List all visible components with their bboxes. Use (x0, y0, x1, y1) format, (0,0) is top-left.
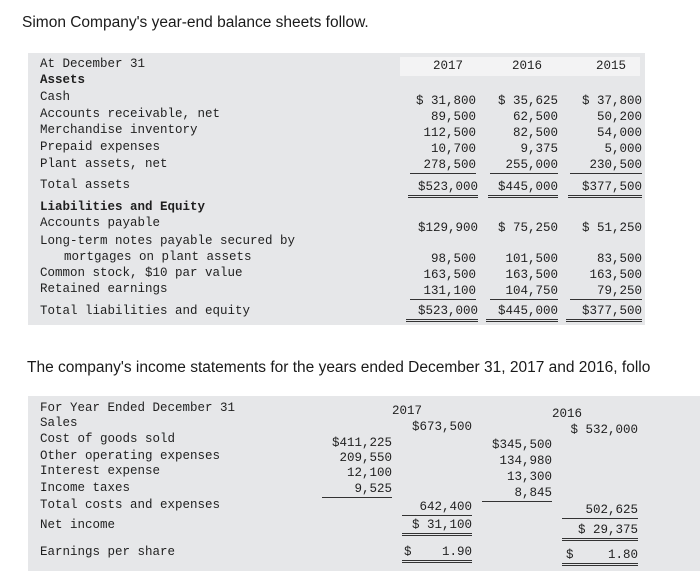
bs-cell: 163,500 (505, 268, 558, 282)
is-cell: $411,225 (331, 436, 392, 450)
is-cell: 209,550 (339, 451, 392, 465)
is-cell: 642,400 (402, 500, 472, 516)
bs-cell: 101,500 (505, 252, 558, 266)
bs-cell: 89,500 (430, 110, 476, 124)
eps-dollar: $ (566, 548, 574, 562)
bs-cell: $ 51,250 (581, 221, 642, 235)
income-statement-intro: The company's income statements for the years ended December 31, 2017 and 2016, follo (27, 359, 651, 376)
bs-header-label: At December 31 (40, 57, 146, 71)
bs-cell: $ 75,250 (497, 221, 558, 235)
bs-row-label: Accounts receivable, net (40, 107, 221, 121)
bs-row-label: Long-term notes payable secured by (40, 234, 296, 248)
bs-cell: 50,200 (596, 110, 642, 124)
bs-cell: 131,100 (410, 284, 476, 300)
is-cell: $345,500 (491, 438, 552, 452)
bs-cell: $129,900 (417, 221, 478, 235)
is-row-label: Cost of goods sold (40, 432, 176, 446)
assets-title: Assets (40, 73, 86, 87)
bs-cell: 104,750 (490, 284, 558, 300)
is-cell: 134,980 (499, 454, 552, 468)
bs-cell: 5,000 (604, 142, 642, 156)
is-cell: $673,500 (411, 420, 472, 434)
is-cell: $ 31,100 (402, 518, 472, 536)
bs-cell: $ 35,625 (497, 94, 558, 108)
is-row-label: Income taxes (40, 481, 131, 495)
is-cell: 12,100 (346, 466, 392, 480)
bs-cell: $ 31,800 (415, 94, 476, 108)
bs-row-label: Merchandise inventory (40, 123, 198, 137)
bs-cell: $523,000 (406, 304, 478, 322)
bs-cell: 112,500 (423, 126, 476, 140)
bs-cell: $523,000 (408, 180, 478, 198)
bs-cell: $377,500 (568, 180, 642, 198)
bs-row-label: mortgages on plant assets (64, 250, 252, 264)
bs-row-label: Plant assets, net (40, 157, 168, 171)
is-cell: 13,300 (506, 470, 552, 484)
eps-value: 1.90 (441, 545, 472, 559)
is-row-label: Other operating expenses (40, 449, 221, 463)
bs-row-label: Retained earnings (40, 282, 168, 296)
bs-cell: 230,500 (570, 158, 642, 174)
bs-cell: $445,000 (488, 180, 558, 198)
bs-row-label: Total liabilities and equity (40, 304, 251, 318)
bs-row-label: Common stock, $10 par value (40, 266, 243, 280)
bs-cell: 82,500 (512, 126, 558, 140)
bs-cell: 10,700 (430, 142, 476, 156)
is-row-label: Total costs and expenses (40, 498, 221, 512)
bs-year-2016: 2016 (512, 59, 543, 73)
is-cell: $ 29,375 (562, 523, 638, 541)
bs-cell: 62,500 (512, 110, 558, 124)
eps-value: 1.80 (607, 548, 638, 562)
bs-row-label: Accounts payable (40, 216, 161, 230)
bs-cell: $377,500 (566, 304, 642, 322)
bs-cell: 255,000 (490, 158, 558, 174)
bs-cell: $ 37,800 (581, 94, 642, 108)
eps-cell-2016 (562, 548, 638, 566)
eps-cell-2017 (402, 545, 472, 563)
is-row-label: Net income (40, 518, 116, 532)
is-cell: $ 532,000 (570, 423, 638, 437)
balance-sheet-intro: Simon Company's year-end balance sheets follow. (22, 14, 369, 31)
liabilities-title: Liabilities and Equity (40, 200, 206, 214)
bs-row-label: Prepaid expenses (40, 140, 161, 154)
is-cell: 502,625 (562, 503, 638, 519)
bs-row-label: Total assets (40, 178, 131, 192)
is-cell: 9,525 (322, 482, 392, 498)
bs-cell: 163,500 (589, 268, 642, 282)
bs-cell: $445,000 (486, 304, 558, 322)
is-row-label: Interest expense (40, 464, 161, 478)
bs-cell: 278,500 (410, 158, 476, 174)
bs-cell: 9,375 (520, 142, 558, 156)
bs-cell: 163,500 (423, 268, 476, 282)
is-year-2017: 2017 (392, 404, 423, 418)
bs-cell: 79,250 (570, 284, 642, 300)
bs-year-2015: 2015 (596, 59, 627, 73)
bs-row-label: Cash (40, 90, 71, 104)
bs-cell: 98,500 (430, 252, 476, 266)
is-cell: 8,845 (482, 486, 552, 502)
is-row-label: Earnings per share (40, 545, 176, 559)
bs-cell: 54,000 (596, 126, 642, 140)
bs-cell: 83,500 (596, 252, 642, 266)
is-year-2016: 2016 (552, 407, 583, 421)
bs-year-2017: 2017 (433, 59, 464, 73)
eps-dollar: $ (404, 545, 412, 559)
is-header-label: For Year Ended December 31 (40, 401, 236, 415)
is-row-label: Sales (40, 416, 78, 430)
